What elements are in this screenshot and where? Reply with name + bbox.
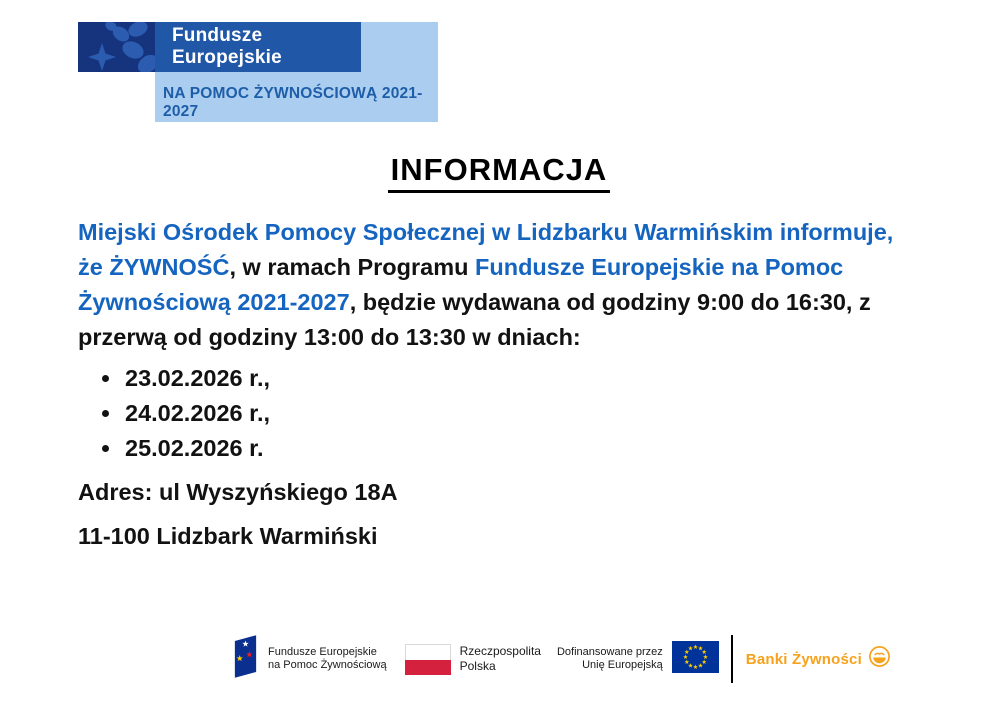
eu-funding-label-line2: Unię Europejską — [582, 659, 663, 671]
address-line-2: 11-100 Lidzbark Warmiński — [78, 523, 378, 549]
footer-divider — [731, 635, 733, 683]
info-paragraph — [78, 215, 916, 355]
poland-flag-icon — [405, 644, 451, 675]
poland-label — [460, 644, 541, 674]
date-item: • 25.02.2026 r. — [123, 431, 270, 466]
program-subtitle-label: NA POMOC ŻYWNOŚCIOWĄ 2021-2027 — [163, 85, 423, 120]
date-item: • 23.02.2026 r., — [123, 361, 270, 396]
poland-logo-group — [405, 644, 541, 675]
eu-funds-stars-icon — [78, 22, 155, 72]
poland-label-line2: Polska — [459, 659, 496, 673]
eu-funding-label — [557, 646, 663, 673]
date-item: • 24.02.2026 r., — [123, 396, 270, 431]
eu-funding-logo-group — [557, 641, 719, 678]
header-program-logo — [78, 22, 438, 122]
paragraph-segment: , w ramach Programu — [229, 254, 475, 280]
dates-list — [99, 361, 270, 466]
eu-program-logo-group — [231, 634, 387, 684]
program-name-banner — [155, 22, 361, 72]
eu-funding-label-line1: Dofinansowane przez — [556, 645, 663, 658]
poland-label-line1: Rzeczpospolita — [459, 644, 541, 658]
food-banks-logo-group — [746, 645, 891, 673]
eu-program-label-line1: Fundusze Europejskie — [268, 645, 377, 658]
paragraph-segment: Fundusze Europejskie na Pomoc Żywnościową 2021-2027 — [78, 254, 844, 315]
page-title: INFORMACJA — [388, 152, 611, 193]
eu-program-label — [268, 646, 387, 673]
eu-flag-icon — [672, 641, 719, 678]
paragraph-segment: , będzie wydawana od godziny 9:00 do 16:30, z przerwą od godziny 13:00 do 13:30 w dniach: — [78, 289, 871, 350]
program-name-label: Fundusze Europejskie — [172, 25, 282, 68]
food-banks-icon — [868, 645, 891, 673]
address-line-1: Adres: ul Wyszyńskiego 18A — [78, 479, 398, 505]
food-banks-label: Banki Żywności — [745, 650, 862, 668]
paragraph-segment: Miejski Ośrodek Pomocy Społecznej w Lidzbarku Warmińskim informuje, że ŻYWNOŚĆ — [78, 219, 894, 280]
eu-program-flag-icon — [231, 634, 260, 684]
eu-program-label-line2: na Pomoc Żywnościową — [268, 659, 387, 671]
title-row — [0, 152, 998, 193]
footer-logo-strip — [231, 633, 891, 685]
